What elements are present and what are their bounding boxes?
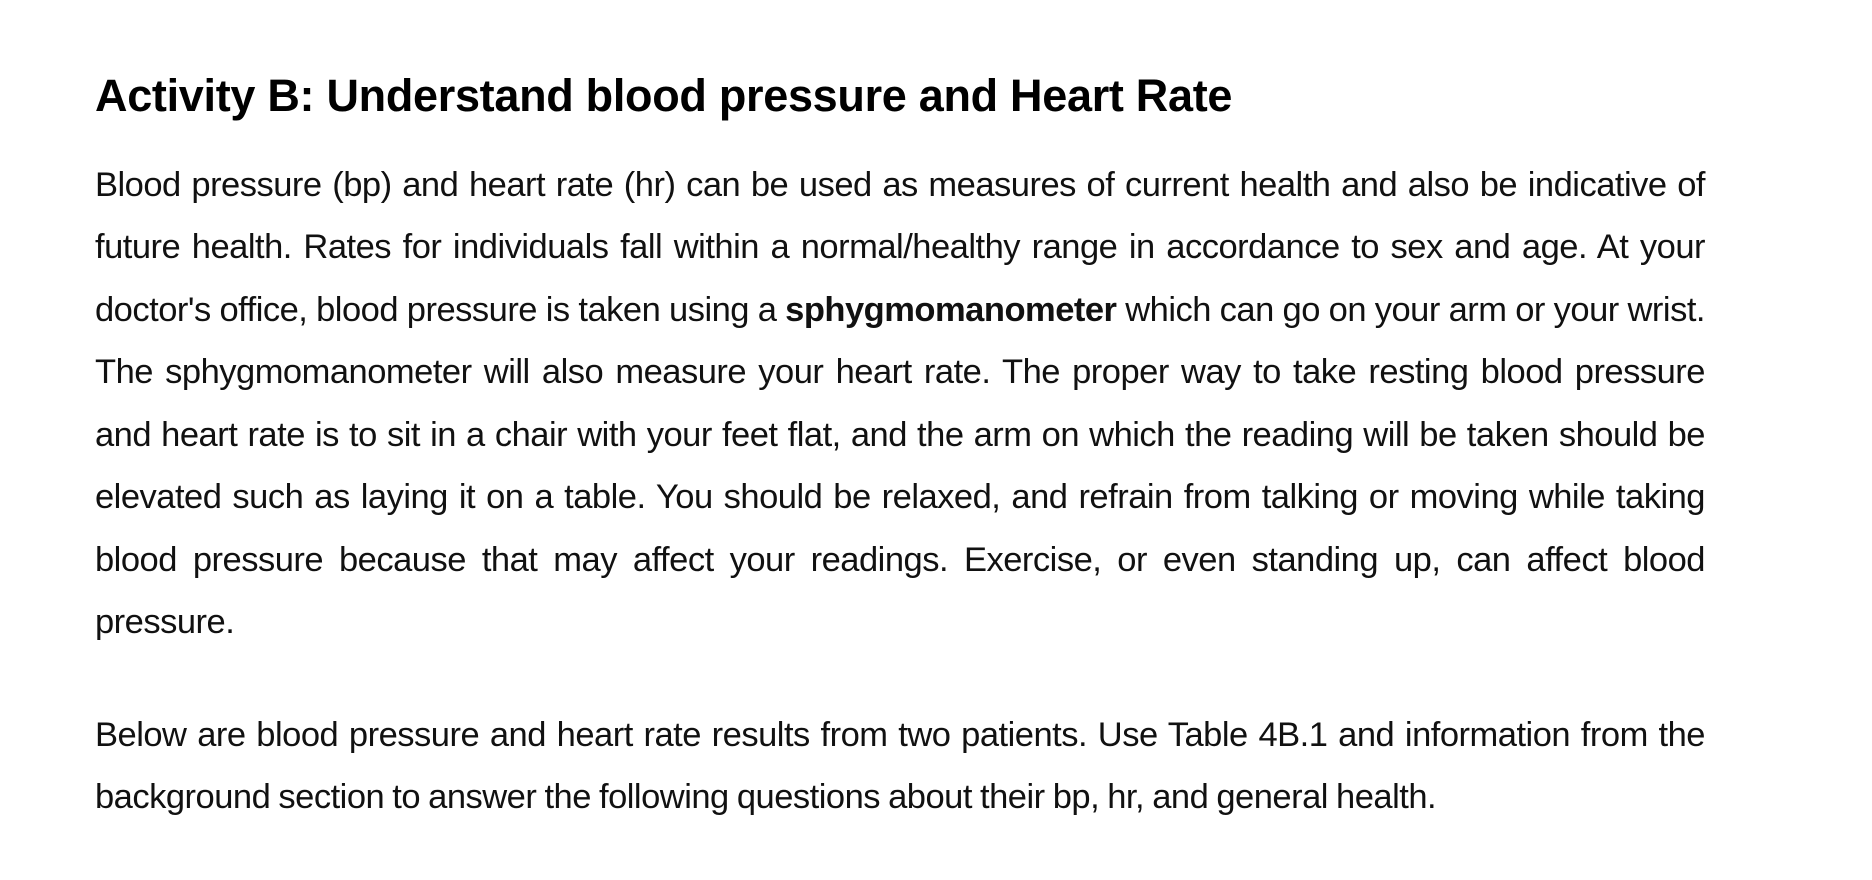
intro-text-part1: Blood pressure (bp) and heart rate (hr) can be used as measures of current health and also be indicative of future health. Rates for individuals fall within a normal/healthy range in accordance to sex and age. At your doctor's office, blood pressure is taken using a [95,165,1705,329]
activity-heading: Activity B: Understand blood pressure and Heart Rate [95,70,1233,121]
intro-paragraph [95,154,1705,654]
instructions-paragraph: Below are blood pressure and heart rate results from two patients. Use Table 4B.1 and information from the background section to answer the following questions about their bp, hr, and general health. [95,715,1705,817]
bold-term-sphygmomanometer: sphygmomanometer [785,290,1117,329]
document-page [95,70,1705,829]
intro-text-part2: which can go on your arm or your wrist. The sphygmomanometer will also measure your heart rate. The proper way to take resting blood pressure and heart rate is to sit in a chair with your feet flat, and the arm on which the reading will be taken should be elevated such as laying it on a table. You should be relaxed, and refrain from talking or moving while taking blood pressure because that may affect your readings. Exercise, or even standing up, can affect blood pressure. [95,290,1705,642]
